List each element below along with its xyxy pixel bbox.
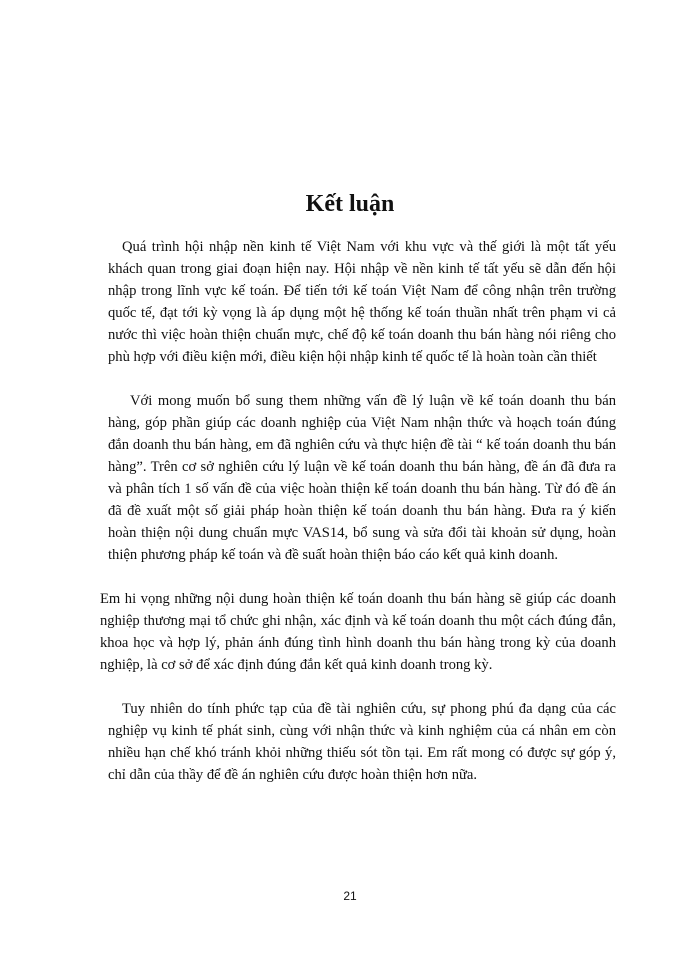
paragraph-4: Tuy nhiên do tính phức tạp của đề tài nghiên cứu, sự phong phú đa dạng của các nghiệp vụ kinh tế phát sinh, cùng với nhận thức và kinh nghiệm của cá nhân em còn nhiều hạn chế khó tránh khỏi những thiếu sót tồn tại. Em rất mong có được sự góp ý, chỉ dẫn của thầy để đề án nghiên cứu được hoàn thiện hơn nữa. — [108, 701, 616, 783]
body-text — [100, 236, 616, 808]
page-title: Kết luận — [305, 191, 395, 217]
paragraph-1: Quá trình hội nhập nền kinh tế Việt Nam với khu vực và thế giới là một tất yếu khách quan trong giai đoạn hiện nay. Hội nhập về nền kinh tế tất yếu sẽ dẫn đến hội nhập trong lĩnh vực kế toán. Để tiến tới kế toán Việt Nam để công nhận trên trường quốc tế, đạt tới kỳ vọng là áp dụng một hệ thống kế toán thuần nhất trên phạm vi cả nước thì việc hoàn thiện chuẩn mực, chế độ kế toán doanh thu bán hàng nói riêng cho phù hợp với điều kiện mới, điều kiện hội nhập kinh tế quốc tế là hoàn toàn cần thiết — [108, 239, 616, 365]
paragraph-3: Em hi vọng những nội dung hoàn thiện kế toán doanh thu bán hàng sẽ giúp các doanh nghiệp thương mại tổ chức ghi nhận, xác định và kế toán doanh thu một cách đúng đắn, khoa học và hợp lý, phản ánh đúng tình hình doanh thu bán hàng trong kỳ của doanh nghiệp, là cơ sở để xác định đúng đắn kết quả kinh doanh trong kỳ. — [100, 591, 616, 673]
page-number: 21 — [343, 889, 357, 903]
paragraph-2: Với mong muốn bổ sung them những vấn đề lý luận về kế toán doanh thu bán hàng, góp phần giúp các doanh nghiệp của Việt Nam nhận thức và hoạch toán đúng đắn doanh thu bán hàng, em đã nghiên cứu và thực hiện đề tài “ kế toán doanh thu bán hàng”. Trên cơ sở nghiên cứu lý luận về kế toán doanh thu bán hàng, đề án đã đưa ra và phân tích 1 số vấn đề của việc hoàn thiện kế toán doanh thu bán hàng. Từ đó đề án đã đề xuất một số giải pháp hoàn thiện kế toán doanh thu bán hàng. Đưa ra ý kiến hoàn thiện nội dung chuẩn mực VAS14, bổ sung và sửa đổi tài khoản sử dụng, hoàn thiện phương pháp kế toán và đề suất hoàn thiện báo cáo kết quả kinh doanh. — [108, 393, 616, 563]
